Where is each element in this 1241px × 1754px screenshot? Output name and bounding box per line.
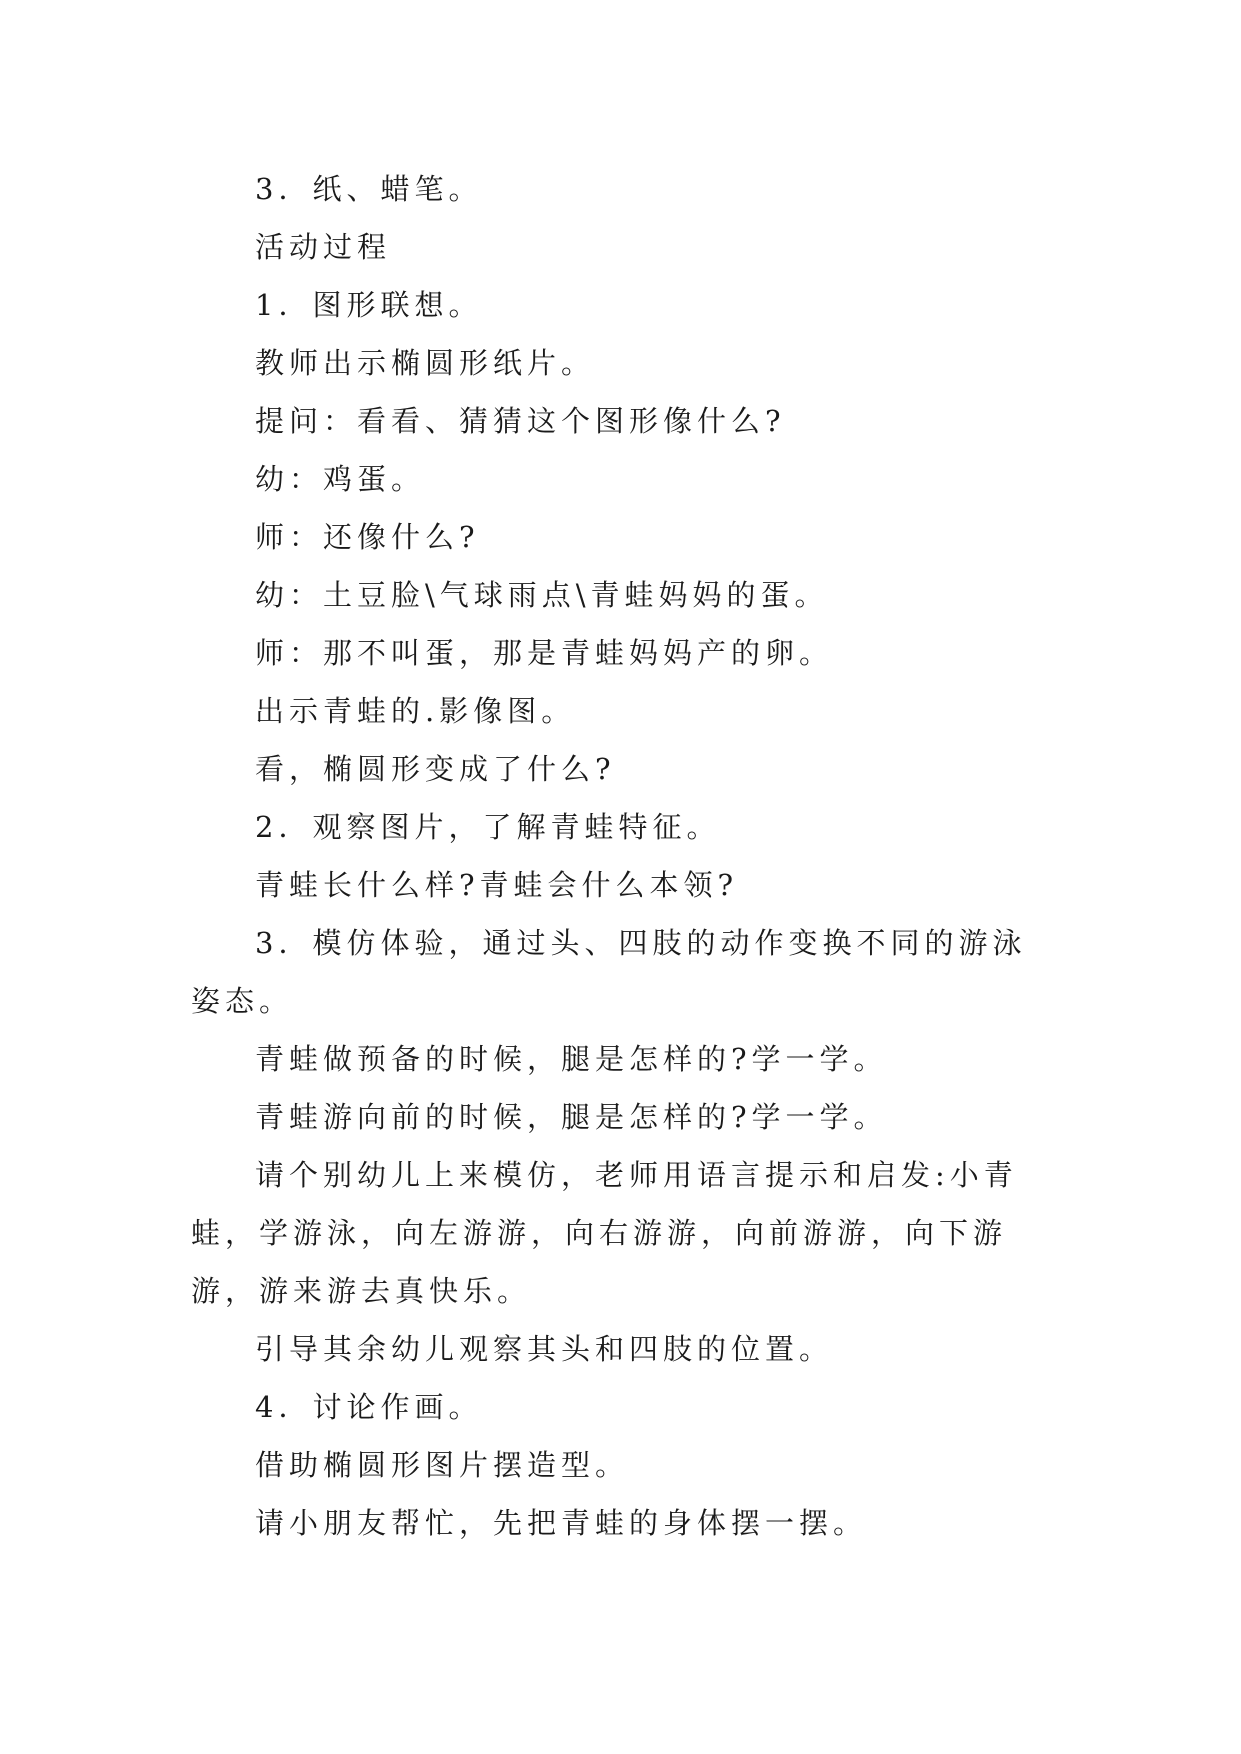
paragraph: 青蛙做预备的时候，腿是怎样的?学一学。	[255, 1042, 888, 1076]
paragraph-step-3: 3．模仿体验，通过头、四肢的动作变换不同的游泳姿态。	[191, 926, 1027, 1018]
paragraph-step-1: 1．图形联想。	[255, 288, 483, 322]
heading-activity-process: 活动过程	[255, 230, 392, 264]
paragraph: 师：还像什么?	[255, 520, 480, 554]
paragraph: 看，椭圆形变成了什么?	[255, 752, 616, 786]
paragraph: 幼：土豆脸\气球雨点\青蛙妈妈的蛋。	[255, 578, 829, 612]
paragraph: 教师出示椭圆形纸片。	[255, 346, 596, 380]
paragraph: 请个别幼儿上来模仿，老师用语言提示和启发:小青蛙，学游泳，向左游游，向右游游，向前游游，向下游游，游来游去真快乐。	[191, 1158, 1018, 1308]
paragraph: 请小朋友帮忙，先把青蛙的身体摆一摆。	[255, 1506, 868, 1540]
document-body	[191, 160, 1051, 1552]
paragraph-step-2: 2．观察图片，了解青蛙特征。	[255, 810, 721, 844]
paragraph: 青蛙游向前的时候，腿是怎样的?学一学。	[255, 1100, 888, 1134]
paragraph: 借助椭圆形图片摆造型。	[255, 1448, 630, 1482]
paragraph-materials-3: 3．纸、蜡笔。	[255, 172, 483, 206]
paragraph-step-4: 4．讨论作画。	[255, 1390, 483, 1424]
paragraph: 引导其余幼儿观察其头和四肢的位置。	[255, 1332, 834, 1366]
paragraph: 师：那不叫蛋，那是青蛙妈妈产的卵。	[255, 636, 834, 670]
paragraph: 出示青蛙的.影像图。	[255, 694, 576, 728]
paragraph: 提问：看看、猜猜这个图形像什么?	[255, 404, 786, 438]
paragraph: 青蛙长什么样?青蛙会什么本领?	[255, 868, 739, 902]
paragraph: 幼：鸡蛋。	[255, 462, 426, 496]
